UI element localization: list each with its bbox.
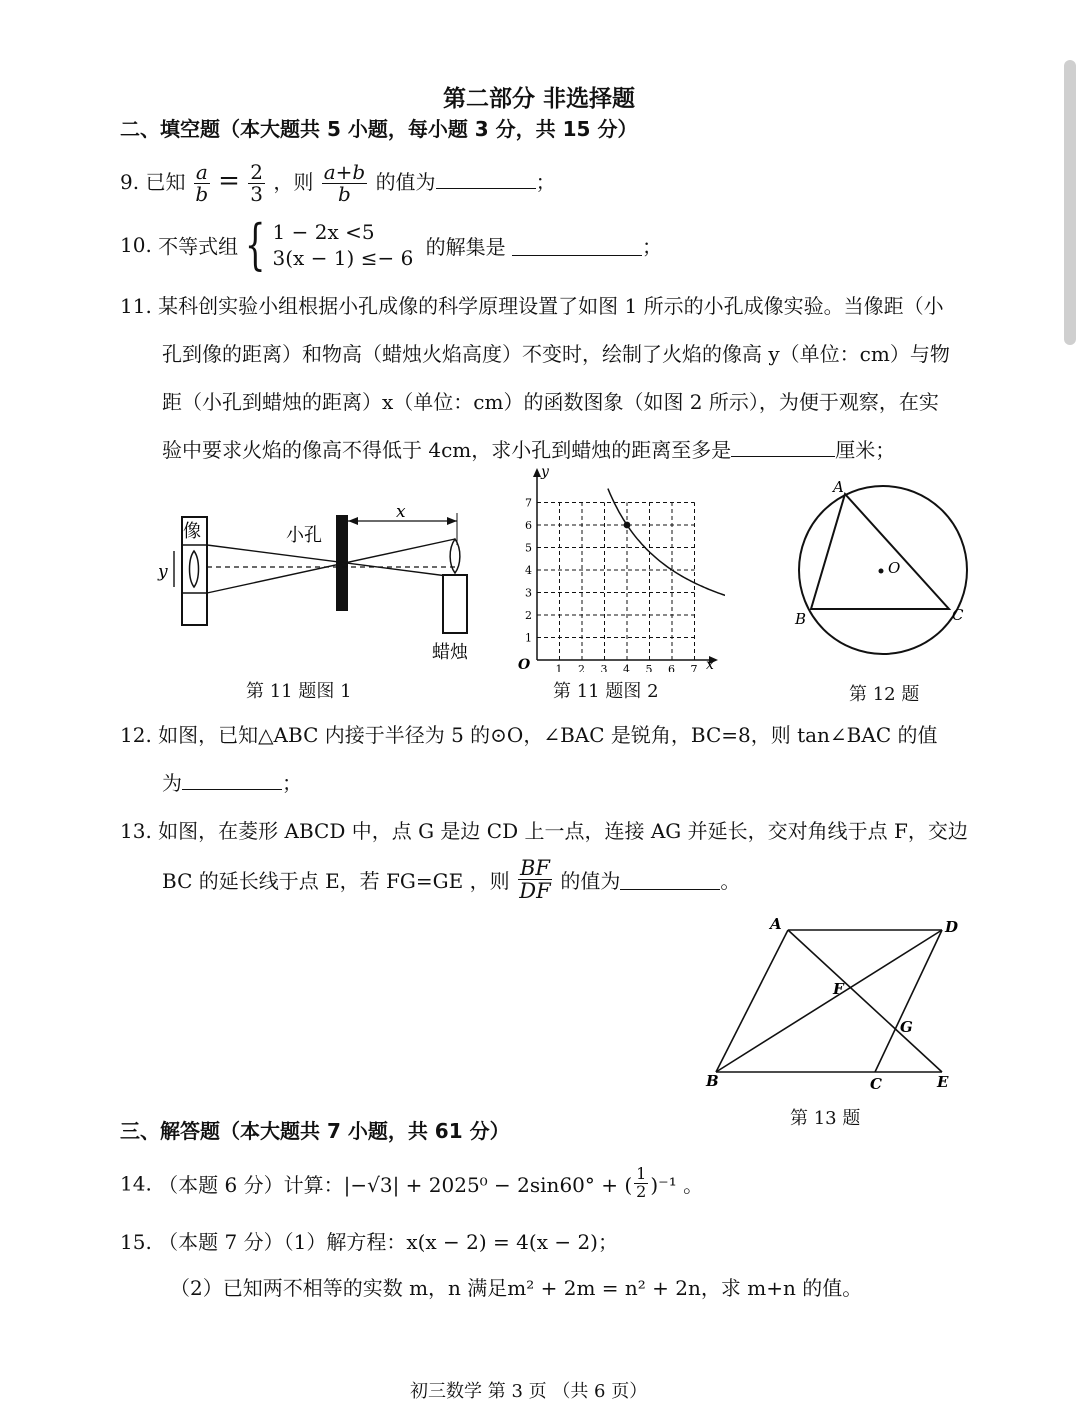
q10-system: [273, 219, 414, 271]
q15-number: 15.: [120, 1230, 152, 1254]
q9-post: 的值为: [375, 170, 436, 194]
q11-number: 11.: [120, 294, 152, 318]
q14-text: （本题 6 分）计算：|−√3| + 2025⁰ − 2sin60° + (: [158, 1172, 633, 1197]
question-9: [120, 162, 556, 205]
x-tick-label: 2: [578, 663, 585, 672]
q9-lhs-fraction: $\frac{a}{b}$: [195, 160, 209, 206]
q11-answer-blank[interactable]: [731, 436, 835, 457]
label-a: A: [833, 478, 844, 496]
label-f: F: [833, 980, 844, 998]
q12-line2: 为 ；: [162, 771, 302, 795]
x-tick-label: 6: [668, 663, 675, 672]
y-tick-label: 4: [525, 564, 532, 577]
label-g: G: [900, 1018, 913, 1036]
y-label: y: [158, 562, 168, 582]
q15-part2: （2）已知两不相等的实数 m，n 满足m² + 2m = n² + 2n，求 m+n 的值。: [170, 1276, 863, 1300]
label-e: E: [937, 1073, 949, 1091]
marked-point: [624, 522, 631, 529]
q9-rhs-fraction: $\frac{2}{3}$: [250, 160, 263, 206]
x-label: x: [396, 502, 406, 522]
fig11-1-diagram: [150, 495, 490, 670]
q10-post: 的解集是: [425, 234, 506, 259]
q11-line2: 孔到像的距离）和物高（蜡烛火焰高度）不变时，绘制了火焰的像高 y（单位：cm）与物: [162, 342, 950, 366]
q10-inequality-2: 3(x − 1) ≤− 6: [272, 246, 414, 270]
x-tick-label: 5: [645, 663, 653, 672]
label-c: C: [952, 606, 964, 624]
y-tick-label: 1: [525, 631, 532, 645]
fig13-caption: 第 13 题: [790, 1108, 861, 1129]
label-d: D: [945, 918, 959, 936]
origin-label: O: [518, 657, 531, 672]
graph-y-label: y: [541, 464, 549, 480]
x-tick-label: 7: [690, 663, 698, 672]
fig11-2-caption: 第 11 题图 2: [553, 681, 659, 702]
q13-number: 13.: [120, 819, 152, 843]
q9-mid: ，则: [273, 170, 314, 194]
q13-fraction: $\frac{BF}{DF}$: [519, 856, 551, 904]
q11-line4: 验中要求火焰的像高不得低于 4cm，求小孔到蜡烛的距离至多是 厘米；: [162, 438, 896, 462]
q12-line1: 12. 如图，已知△ABC 内接于半径为 5 的⊙O，∠BAC 是锐角，BC=8，则 tan∠BAC 的值: [120, 723, 938, 747]
q9-pre: 已知: [145, 170, 186, 194]
fig11-1-caption: 第 11 题图 1: [246, 681, 352, 702]
part-title: 第二部分 非选择题: [443, 86, 636, 112]
q11-line1: 11. 某科创实验小组根据小孔成像的科学原理设置了如图 1 所示的小孔成像实验。当像距（小: [120, 294, 944, 318]
candle-label: 蜡烛: [432, 642, 468, 663]
x-tick-label: 3: [600, 663, 608, 672]
q9-end: ；: [535, 170, 556, 194]
fig12-caption: 第 12 题: [849, 684, 920, 705]
q12-answer-blank[interactable]: [182, 769, 282, 790]
fig13-diagram: [700, 912, 975, 1097]
q15-part1: 15. （本题 7 分）（1）解方程：x(x − 2) = 4(x − 2)；: [120, 1230, 618, 1254]
q13-line2: BC 的延长线于点 E，若 FG=GE ，则 $\frac{BF}{DF}$ 的值为 。: [162, 856, 741, 904]
center-point: [879, 569, 884, 574]
label-b: B: [795, 610, 807, 628]
section3-title: 三、解答题（本大题共 7 小题，共 61 分）: [120, 1119, 510, 1143]
q12-number: 12.: [120, 723, 152, 747]
x-tick-label: 4: [623, 663, 630, 672]
q10-inequality-1: 1 − 2x <5: [272, 220, 375, 244]
x-tick-label: 1: [555, 663, 563, 672]
label-o: O: [888, 559, 901, 577]
function-curve: [608, 489, 725, 597]
page-footer: 初三数学 第 3 页 （共 6 页）: [410, 1381, 648, 1402]
q9-number: 9.: [120, 170, 140, 194]
y-tick-label: 2: [525, 609, 532, 622]
flame-icon: [450, 539, 460, 573]
question-14: [120, 1166, 703, 1201]
candle: [443, 575, 467, 633]
q11-line3: 距（小孔到蜡烛的距离）x（单位：cm）的函数图象（如图 2 所示），为便于观察，在实: [162, 390, 939, 414]
q9-answer-blank[interactable]: [436, 168, 536, 189]
q10-end: ；: [642, 234, 663, 259]
label-b: B: [706, 1072, 719, 1090]
y-tick-label: 3: [525, 586, 532, 600]
q9-eq: =: [218, 166, 240, 196]
q13-line1: 13. 如图，在菱形 ABCD 中，点 G 是边 CD 上一点，连接 AG 并延长，交对角线于点 F，交边: [120, 819, 968, 843]
label-a: A: [770, 915, 782, 933]
question-10: [120, 213, 663, 276]
y-tick-label: 6: [525, 519, 532, 532]
q14-exp: )⁻¹ 。: [650, 1172, 704, 1197]
q10-pre: 不等式组: [158, 234, 239, 259]
y-tick-label: 5: [525, 541, 532, 555]
label-c: C: [870, 1075, 882, 1093]
y-tick-label: 7: [525, 496, 532, 510]
scrollbar[interactable]: [1064, 60, 1076, 345]
fig11-2-graph: [510, 462, 725, 672]
q10-brace: {: [245, 213, 266, 276]
section2-title: 二、填空题（本大题共 5 小题，每小题 3 分，共 15 分）: [120, 117, 638, 141]
q14-fraction: $\frac{1}{2}$: [636, 1164, 647, 1201]
q10-number: 10.: [120, 233, 152, 257]
q9-expression-fraction: $\frac{a+b}{b}$: [323, 160, 366, 206]
q14-number: 14.: [120, 1171, 152, 1196]
image-label: 像: [183, 521, 201, 542]
graph-x-label: x: [706, 657, 714, 672]
q10-answer-blank[interactable]: [512, 235, 642, 256]
fig12-diagram: [785, 475, 980, 675]
triangle-abc: [811, 494, 949, 609]
q13-answer-blank[interactable]: [620, 869, 720, 890]
hole-label: 小孔: [286, 525, 322, 546]
